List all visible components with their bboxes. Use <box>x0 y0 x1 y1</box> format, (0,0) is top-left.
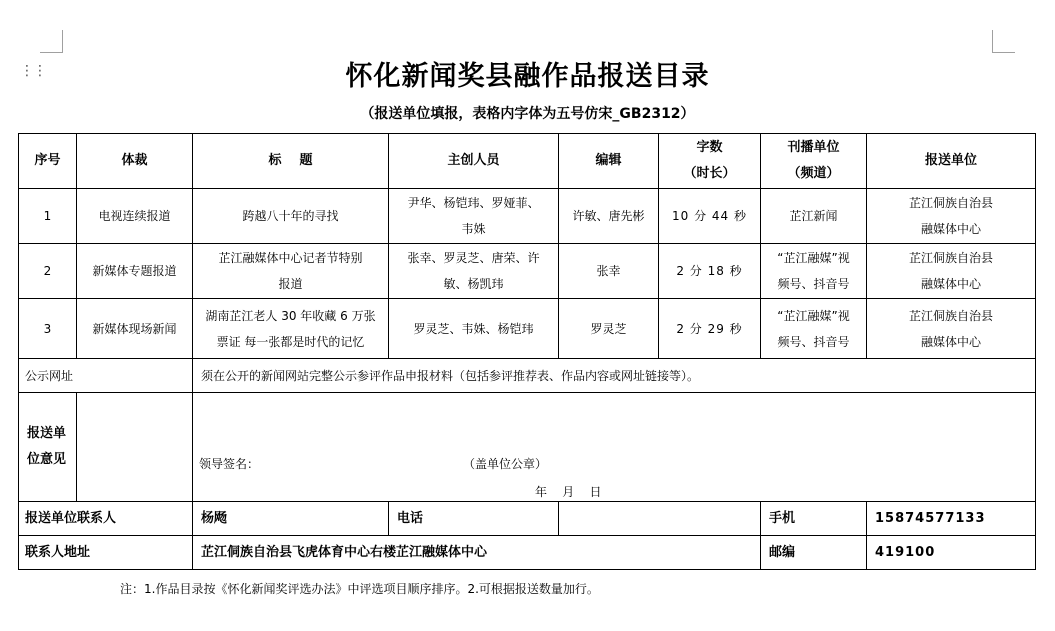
row-unit-line: 融媒体中心 <box>920 334 981 349</box>
header-editor: 编辑 <box>559 134 659 189</box>
row-genre: 新媒体现场新闻 <box>77 299 193 359</box>
header-seq: 序号 <box>19 134 77 189</box>
submission-table <box>18 133 1036 570</box>
header-creators: 主创人员 <box>389 134 559 189</box>
row-channel-line: “芷江融媒”视 <box>777 251 850 265</box>
row-unit <box>867 244 1036 299</box>
row-genre: 电视连续报道 <box>77 189 193 244</box>
leader-signature-label: 领导签名： <box>199 457 260 471</box>
header-genre: 体裁 <box>77 134 193 189</box>
row-genre: 新媒体专题报道 <box>77 244 193 299</box>
row-channel <box>761 189 867 244</box>
phone-label: 电话 <box>389 502 559 536</box>
row-channel <box>761 299 867 359</box>
row-unit <box>867 299 1036 359</box>
row-length: 2 分 18 秒 <box>659 244 761 299</box>
header-length-line-2: （时长） <box>683 166 736 181</box>
date-label: 年 月 日 <box>535 485 602 499</box>
table-row <box>19 244 1036 299</box>
opinion-row <box>19 393 1036 502</box>
row-unit <box>867 189 1036 244</box>
row-title-line: 芷江融媒体中心记者节特别 <box>218 251 363 265</box>
row-creators-line: 罗灵芝、韦姝、杨铠玮 <box>413 321 534 336</box>
row-unit-line: 芷江侗族自治县 <box>908 308 993 323</box>
row-editor: 张幸 <box>559 244 659 299</box>
header-row <box>19 134 1036 189</box>
row-unit-line: 融媒体中心 <box>920 222 981 236</box>
row-seq: 3 <box>19 299 77 359</box>
row-title-line: 跨越八十年的寻找 <box>242 209 339 223</box>
header-channel-line-1: 刊播单位 <box>787 140 840 155</box>
row-creators <box>389 244 559 299</box>
document-subtitle: （报送单位填报，表格内字体为五号仿宋_GB2312） <box>360 106 695 122</box>
table-row <box>19 299 1036 359</box>
row-length: 10 分 44 秒 <box>659 189 761 244</box>
row-channel-line: 芷江新闻 <box>789 209 838 223</box>
mobile-value: 15874577133 <box>867 502 1036 536</box>
postcode-value: 419100 <box>867 536 1036 570</box>
opinion-label-line: 位意见 <box>27 452 67 467</box>
table-row <box>19 189 1036 244</box>
page-corner-mark-top-right <box>992 30 1015 53</box>
row-creators <box>389 189 559 244</box>
header-length-line-1: 字数 <box>696 140 723 155</box>
address-row <box>19 536 1036 570</box>
address-value: 芷江侗族自治县飞虎体育中心右楼芷江融媒体中心 <box>193 536 761 570</box>
header-channel <box>761 134 867 189</box>
footnote: 注：1.作品目录按《怀化新闻奖评选办法》中评选项目顺序排序。2.可根据报送数量加行。 <box>120 582 599 596</box>
row-title <box>193 244 389 299</box>
header-title: 标 题 <box>193 134 389 189</box>
row-editor: 许敏、唐先彬 <box>559 189 659 244</box>
page-corner-mark-top-left <box>40 30 63 53</box>
row-unit-line: 融媒体中心 <box>920 277 981 291</box>
seal-label: （盖单位公章） <box>463 457 548 471</box>
row-creators-line: 敏、杨凯玮 <box>443 277 504 291</box>
row-editor: 罗灵芝 <box>559 299 659 359</box>
public-url-label: 公示网址 <box>19 359 193 393</box>
opinion-label <box>19 393 77 502</box>
row-title <box>193 299 389 359</box>
row-title-line: 报道 <box>278 277 303 291</box>
opinion-sign-area[interactable] <box>193 393 1036 502</box>
public-url-row <box>19 359 1036 393</box>
row-channel-line: 频号、抖音号 <box>777 334 850 349</box>
row-creators-line: 尹华、杨铠玮、罗娅菲、 <box>407 196 540 210</box>
row-unit-line: 芷江侗族自治县 <box>908 251 993 265</box>
row-channel-line: “芷江融媒”视 <box>777 308 850 323</box>
row-title-line: 湖南芷江老人 30 年收藏 6 万张 <box>205 308 376 323</box>
header-unit: 报送单位 <box>867 134 1036 189</box>
opinion-blank-cell <box>77 393 193 502</box>
opinion-label-line: 报送单 <box>27 426 67 441</box>
document-title: 怀化新闻奖县融作品报送目录 <box>345 61 710 92</box>
row-seq: 1 <box>19 189 77 244</box>
header-channel-line-2: （频道） <box>787 166 840 181</box>
row-seq: 2 <box>19 244 77 299</box>
row-channel-line: 频号、抖音号 <box>777 277 850 291</box>
row-creators-line: 韦姝 <box>461 222 486 236</box>
postcode-label: 邮编 <box>761 536 867 570</box>
row-title-line: 票证 每一张都是时代的记忆 <box>216 334 365 349</box>
row-creators-line: 张幸、罗灵芝、唐荣、许 <box>407 251 540 265</box>
row-title <box>193 189 389 244</box>
row-creators <box>389 299 559 359</box>
row-length: 2 分 29 秒 <box>659 299 761 359</box>
drag-handle-icon[interactable]: ⋮⋮ <box>20 63 46 79</box>
row-channel <box>761 244 867 299</box>
mobile-label: 手机 <box>761 502 867 536</box>
contact-name: 杨飏 <box>193 502 389 536</box>
row-unit-line: 芷江侗族自治县 <box>908 196 993 210</box>
public-url-text: 须在公开的新闻网站完整公示参评作品申报材料（包括参评推荐表、作品内容或网址链接等）。 <box>193 359 1036 393</box>
address-label: 联系人地址 <box>19 536 193 570</box>
contact-row <box>19 502 1036 536</box>
contact-label: 报送单位联系人 <box>19 502 193 536</box>
header-length <box>659 134 761 189</box>
phone-value <box>559 502 761 536</box>
